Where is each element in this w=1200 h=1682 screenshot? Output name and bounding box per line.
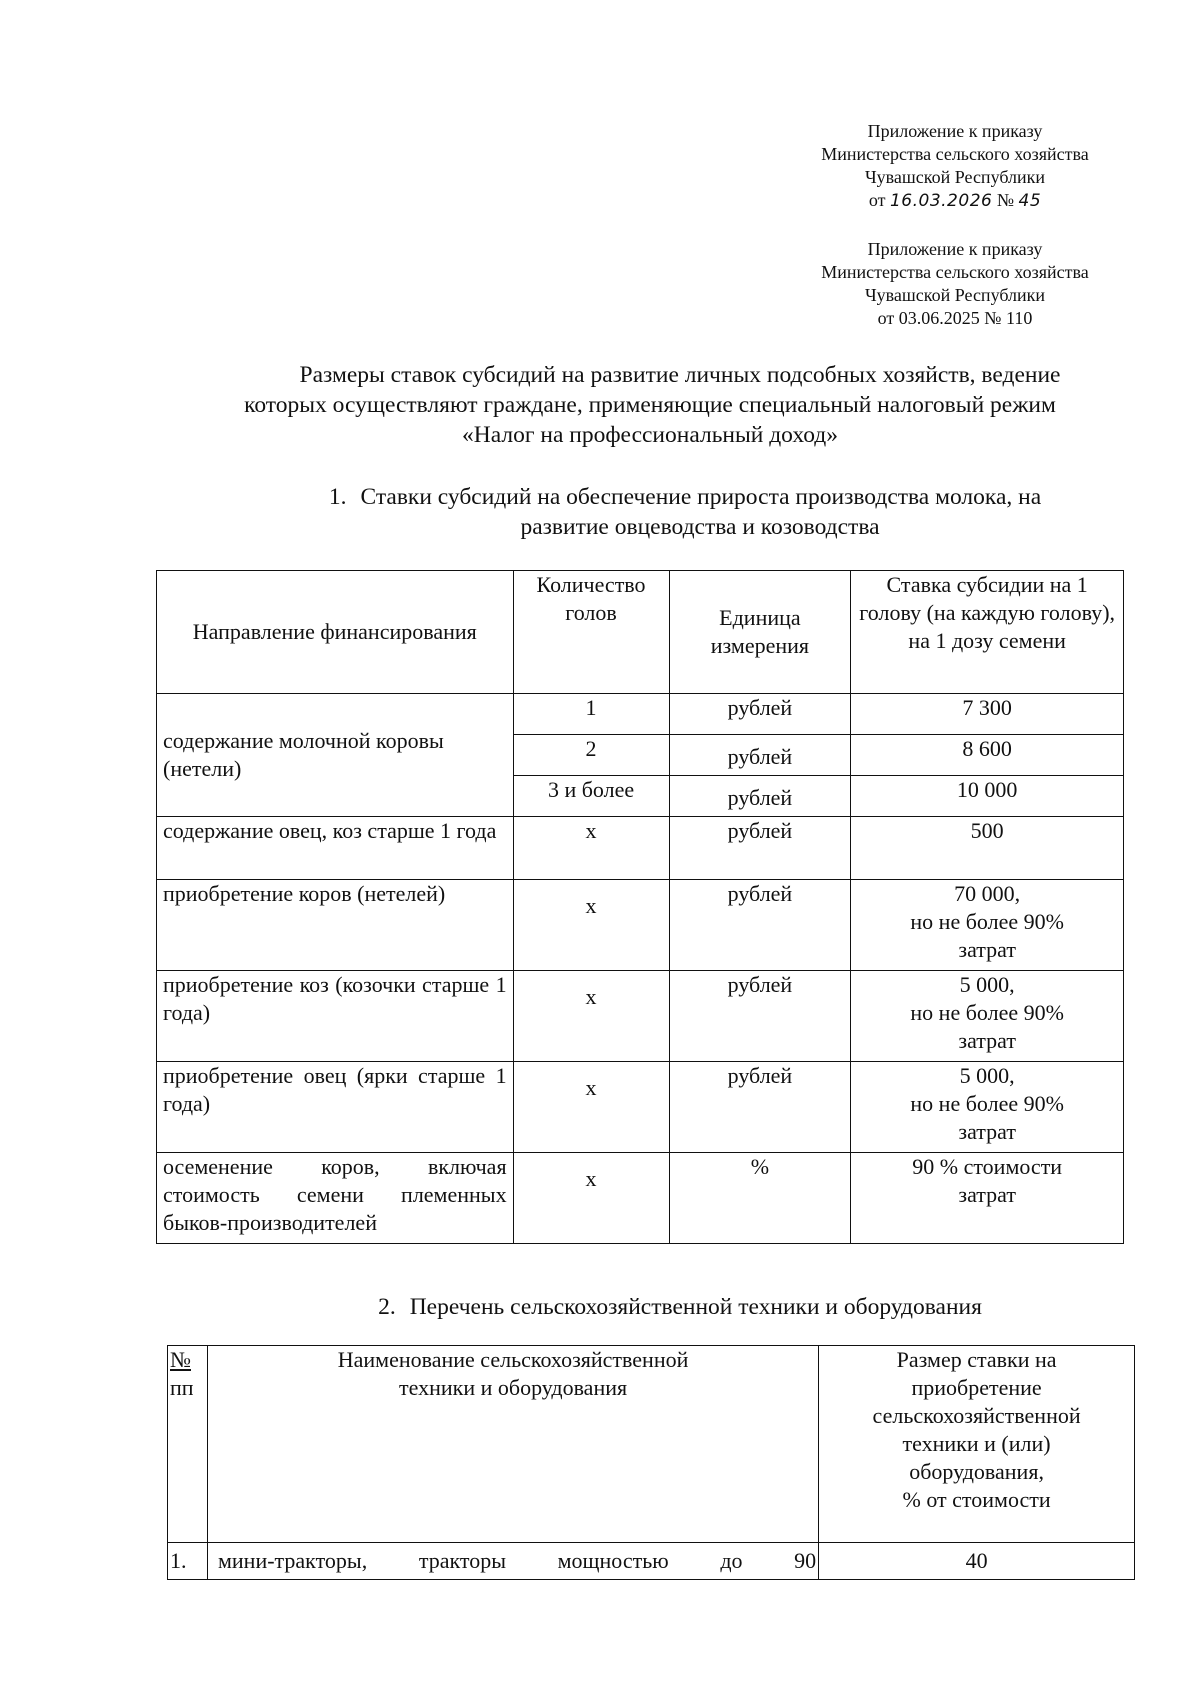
not-applicable-mark: х [585, 1166, 597, 1191]
header-number-sign: № [170, 1347, 191, 1372]
header-unit: Единица измерения [669, 571, 851, 694]
equipment-rates-table [167, 1345, 1135, 1580]
header-rate [819, 1346, 1135, 1543]
rate-limit-suffix: затрат [958, 1119, 1016, 1144]
cell-rate: 10 000 [851, 776, 1124, 817]
appendix-line: Чувашской Республики [864, 285, 1046, 305]
appendix-line: Приложение к приказу [867, 121, 1043, 141]
cell-rate [851, 1062, 1124, 1153]
header-text: Размер ставки на [896, 1347, 1057, 1372]
table-row [157, 971, 1124, 1062]
appendix-header-current [790, 120, 1120, 213]
cell-count: х [513, 817, 669, 880]
appendix-number: 110 [1005, 308, 1033, 328]
header-text: сельскохозяйственной [872, 1403, 1081, 1428]
header-text: Наименование сельскохозяйственной [337, 1347, 689, 1372]
document-title [170, 360, 1130, 450]
rate-amount: 5 000, [959, 1063, 1015, 1088]
table-header-row [168, 1346, 1135, 1543]
cell-count: 1 [513, 694, 669, 735]
section-title-line: развитие овцеводства и козоводства [520, 514, 880, 540]
rate-limit: но не более 90% [910, 1000, 1064, 1025]
cell-unit: рублей [669, 694, 851, 735]
appendix-date-line [790, 307, 1120, 330]
table-row [157, 1062, 1124, 1153]
header-number [168, 1346, 208, 1543]
cell-count [513, 1062, 669, 1153]
rate-amount: 90 % стоимости [912, 1154, 1063, 1179]
section-number: 2. [378, 1294, 396, 1320]
rate-limit: но не более 90% [910, 909, 1064, 934]
cell-unit: % [669, 1153, 851, 1244]
cell-rate: 7 300 [851, 694, 1124, 735]
cell-count [513, 971, 669, 1062]
appendix-line: Приложение к приказу [867, 239, 1043, 259]
number-prefix: № [996, 190, 1015, 210]
cell-unit: рублей [669, 880, 851, 971]
cell-rate: 8 600 [851, 735, 1124, 776]
cell-unit: рублей [669, 971, 851, 1062]
cell-rate: 500 [851, 817, 1124, 880]
cell-count [513, 880, 669, 971]
rate-limit-suffix: затрат [958, 1182, 1016, 1207]
handwritten-number: 45 [1018, 191, 1042, 211]
date-prefix: от [877, 308, 895, 328]
cell-unit: рублей [669, 1062, 851, 1153]
cell-direction: содержание овец, коз старше 1 года [157, 817, 514, 880]
section-title-line: Ставки субсидий на обеспечение прироста производства молока, на [360, 484, 1042, 510]
table-row [168, 1543, 1135, 1580]
header-text: техники и оборудования [399, 1375, 628, 1400]
appendix-line: Министерства сельского хозяйства [821, 262, 1089, 282]
subsidy-rates-table [156, 570, 1124, 1244]
cell-direction: приобретение коров (нетелей) [157, 880, 514, 971]
header-text: оборудования, [909, 1459, 1044, 1484]
cell-direction: содержание молочной коровы (нетели) [157, 694, 514, 817]
rate-amount: 5 000, [959, 972, 1015, 997]
header-text: техники и (или) [902, 1431, 1051, 1456]
header-number-abbr: пп [170, 1375, 194, 1400]
title-line: которых осуществляют граждане, применяющие специальный налоговый режим [244, 392, 1056, 418]
appendix-date-line [790, 189, 1120, 213]
title-line: «Налог на профессиональный доход» [462, 422, 838, 448]
cell-unit [669, 735, 851, 776]
not-applicable-mark: х [585, 893, 597, 918]
not-applicable-mark: х [585, 1075, 597, 1100]
cell-rate [851, 1153, 1124, 1244]
cell-count [513, 1153, 669, 1244]
section-number: 1. [328, 484, 347, 510]
unit-text: рублей [727, 744, 793, 769]
rate-limit-suffix: затрат [958, 937, 1016, 962]
title-line: Размеры ставок субсидий на развитие личных подсобных хозяйств, ведение [299, 362, 1061, 388]
rate-limit: но не более 90% [910, 1091, 1064, 1116]
cell-direction: осеменение коров, включая стоимость семени племенных быков-производителей [157, 1153, 514, 1244]
header-equipment-name [207, 1346, 818, 1543]
appendix-header-original [790, 238, 1120, 330]
header-direction: Направление финансирования [157, 571, 514, 694]
rate-amount: 70 000, [954, 881, 1021, 906]
cell-unit: рублей [669, 817, 851, 880]
cell-equipment-name: мини-тракторы, тракторы мощностью до 90 [207, 1543, 818, 1580]
cell-count: 2 [513, 735, 669, 776]
appendix-line: Чувашской Республики [864, 167, 1046, 187]
cell-rate [851, 880, 1124, 971]
table-row [157, 694, 1124, 735]
header-text: % от стоимости [902, 1487, 1051, 1512]
section-1-title [260, 482, 1110, 542]
table-header-row [157, 571, 1124, 694]
header-text: приобретение [911, 1375, 1042, 1400]
table-row [157, 1153, 1124, 1244]
appendix-line: Министерства сельского хозяйства [821, 144, 1089, 164]
not-applicable-mark: х [585, 984, 597, 1009]
appendix-date: 03.06.2025 [898, 308, 980, 328]
section-title-text: Перечень сельскохозяйственной техники и оборудования [409, 1294, 982, 1320]
cell-rate: 40 [819, 1543, 1135, 1580]
table-row [157, 817, 1124, 880]
rate-limit-suffix: затрат [958, 1028, 1016, 1053]
header-rate: Ставка субсидии на 1 голову (на каждую голову), на 1 дозу семени [851, 571, 1124, 694]
cell-number: 1. [168, 1543, 208, 1580]
cell-direction: приобретение овец (ярки старше 1 года) [157, 1062, 514, 1153]
header-count: Количество голов [513, 571, 669, 694]
cell-count: 3 и более [513, 776, 669, 817]
number-prefix: № [984, 308, 1002, 328]
table-row [157, 880, 1124, 971]
section-2-title [300, 1292, 1060, 1322]
cell-rate [851, 971, 1124, 1062]
unit-text: рублей [727, 785, 793, 810]
handwritten-date: 16.03.2026 [889, 191, 993, 211]
cell-unit [669, 776, 851, 817]
cell-direction: приобретение коз (козочки старше 1 года) [157, 971, 514, 1062]
date-prefix: от [868, 190, 886, 210]
